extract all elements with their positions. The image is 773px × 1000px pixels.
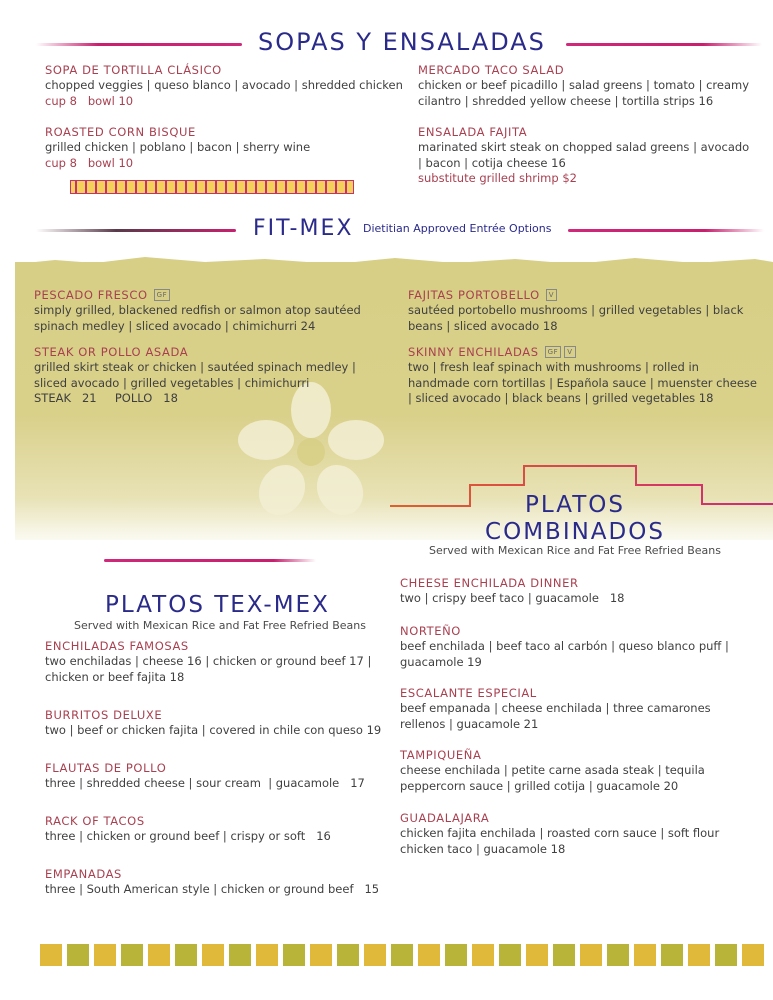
item-desc: three | South American style | chicken or ground beef 15: [45, 882, 380, 896]
menu-item: [45, 639, 375, 685]
border-tile: [175, 944, 197, 966]
menu-item: [418, 125, 753, 187]
border-tile: [283, 944, 305, 966]
section-rule: [104, 559, 316, 562]
menu-item: [400, 748, 710, 794]
menu-item: [45, 125, 405, 171]
item-name: EMPANADAS: [45, 867, 122, 881]
item-name: TAMPIQUEÑA: [400, 748, 482, 762]
item-desc: two | fresh leaf spinach with mushrooms | rolled in handmade corn tortillas | Española sauce | muenster cheese | sliced avocado | black beans | grilled vegetables 18: [408, 360, 758, 405]
menu-item: [400, 624, 740, 670]
section-rule-right: [568, 229, 764, 232]
item-desc: grilled skirt steak or chicken | sautéed spinach medley | sliced avocado | grilled vegetables | chimichurri: [34, 360, 356, 390]
border-tile: [202, 944, 224, 966]
item-desc: marinated skirt steak on chopped salad greens | avocado | bacon | cotija cheese 16: [418, 140, 750, 170]
item-desc: three | chicken or ground beef | crispy or soft 16: [45, 829, 331, 843]
border-tile: [148, 944, 170, 966]
border-tile: [445, 944, 467, 966]
combinados-title-line1: PLATOS: [525, 492, 625, 518]
item-desc: cheese enchilada | petite carne asada steak | tequila peppercorn sauce | grilled cotija | guacamole 20: [400, 763, 705, 793]
border-tile: [337, 944, 359, 966]
vegetarian-badge: V: [564, 346, 575, 358]
torn-edge: [15, 254, 773, 272]
border-tile: [742, 944, 764, 966]
border-tile: [94, 944, 116, 966]
menu-item: [408, 345, 758, 407]
item-name: SKINNY ENCHILADAS: [408, 345, 539, 359]
item-name: ENSALADA FAJITA: [418, 125, 528, 139]
item-desc: simply grilled, blackened redfish or salmon atop sautéed spinach medley | sliced avocado | chimichurri 24: [34, 303, 361, 333]
fitmex-subtitle: Dietitian Approved Entrée Options: [363, 222, 552, 235]
item-name: ROASTED CORN BISQUE: [45, 125, 196, 139]
item-desc: grilled chicken | poblano | bacon | sherry wine: [45, 140, 311, 154]
decorative-border: [70, 180, 354, 194]
vegetarian-badge: V: [546, 289, 557, 301]
combinados-title: [390, 492, 760, 546]
menu-item: [418, 63, 753, 109]
border-tile: [634, 944, 656, 966]
item-name: STEAK OR POLLO ASADA: [34, 345, 189, 359]
border-tile: [715, 944, 737, 966]
sopas-title: SOPAS Y ENSALADAS: [258, 28, 546, 56]
item-name: MERCADO TACO SALAD: [418, 63, 565, 77]
item-desc: beef enchilada | beef taco al carbón | queso blanco puff | guacamole 19: [400, 639, 729, 669]
item-price: STEAK 21 POLLO 18: [34, 391, 178, 405]
section-rule-left: [36, 229, 236, 232]
border-tile: [526, 944, 548, 966]
fitmex-title: FIT-MEX: [253, 216, 354, 241]
item-name: ESCALANTE ESPECIAL: [400, 686, 537, 700]
tile-border: [40, 944, 773, 966]
menu-item: [34, 345, 384, 407]
item-desc: two enchiladas | cheese 16 | chicken or ground beef 17 | chicken or beef fajita 18: [45, 654, 372, 684]
border-tile: [661, 944, 683, 966]
border-tile: [310, 944, 332, 966]
gluten-free-badge: GF: [154, 289, 171, 301]
item-desc: two | crispy beef taco | guacamole 18: [400, 591, 625, 605]
item-name: RACK OF TACOS: [45, 814, 145, 828]
item-desc: three | shredded cheese | sour cream | guacamole 17: [45, 776, 365, 790]
item-extra: substitute grilled shrimp $2: [418, 171, 577, 185]
item-name: CHEESE ENCHILADA DINNER: [400, 576, 579, 590]
border-tile: [499, 944, 521, 966]
gluten-free-badge: GF: [545, 346, 562, 358]
texmex-subtitle: Served with Mexican Rice and Fat Free Refried Beans: [73, 619, 367, 632]
item-desc: chicken or beef picadillo | salad greens | tomato | creamy cilantro | shredded yellow cheese | tortilla strips 16: [418, 78, 750, 108]
border-tile: [607, 944, 629, 966]
border-tile: [67, 944, 89, 966]
border-tile: [688, 944, 710, 966]
item-name: FLAUTAS DE POLLO: [45, 761, 167, 775]
item-name: PESCADO FRESCO: [34, 288, 148, 302]
section-rule-left: [36, 43, 242, 46]
border-tile: [553, 944, 575, 966]
border-tile: [418, 944, 440, 966]
item-price: cup 8 bowl 10: [45, 93, 134, 108]
border-tile: [256, 944, 278, 966]
item-name: SOPA DE TORTILLA CLÁSICO: [45, 63, 222, 77]
combinados-title-line2: COMBINADOS: [485, 519, 665, 545]
item-name: GUADALAJARA: [400, 811, 490, 825]
menu-item: [45, 867, 385, 898]
item-name: FAJITAS PORTOBELLO: [408, 288, 540, 302]
item-desc: chopped veggies | queso blanco | avocado | shredded chicken: [45, 78, 403, 92]
item-name: ENCHILADAS FAMOSAS: [45, 639, 189, 653]
item-price: cup 8 bowl 10: [45, 155, 134, 170]
item-name: BURRITOS DELUXE: [45, 708, 163, 722]
menu-item: [400, 811, 720, 857]
menu-item: [45, 761, 385, 792]
item-desc: sautéed portobello mushrooms | grilled vegetables | black beans | sliced avocado 18: [408, 303, 744, 333]
menu-item: [400, 576, 750, 607]
border-tile: [391, 944, 413, 966]
item-name: NORTEÑO: [400, 624, 461, 638]
combinados-subtitle: Served with Mexican Rice and Fat Free Refried Beans: [428, 544, 722, 557]
border-tile: [229, 944, 251, 966]
border-tile: [121, 944, 143, 966]
item-desc: chicken fajita enchilada | roasted corn sauce | soft flour chicken taco | guacamole 18: [400, 826, 720, 856]
menu-item: [45, 708, 385, 739]
border-tile: [40, 944, 62, 966]
texmex-title: PLATOS TEX-MEX: [105, 592, 330, 618]
border-tile: [580, 944, 602, 966]
menu-item: [408, 288, 758, 334]
menu-item: [45, 814, 385, 845]
item-desc: beef empanada | cheese enchilada | three camarones rellenos | guacamole 21: [400, 701, 711, 731]
menu-item: [45, 63, 405, 109]
menu-item: [34, 288, 384, 334]
menu-item: [400, 686, 755, 732]
border-tile: [472, 944, 494, 966]
item-desc: two | beef or chicken fajita | covered in chile con queso 19: [45, 723, 382, 737]
border-tile: [364, 944, 386, 966]
section-rule-right: [566, 43, 762, 46]
